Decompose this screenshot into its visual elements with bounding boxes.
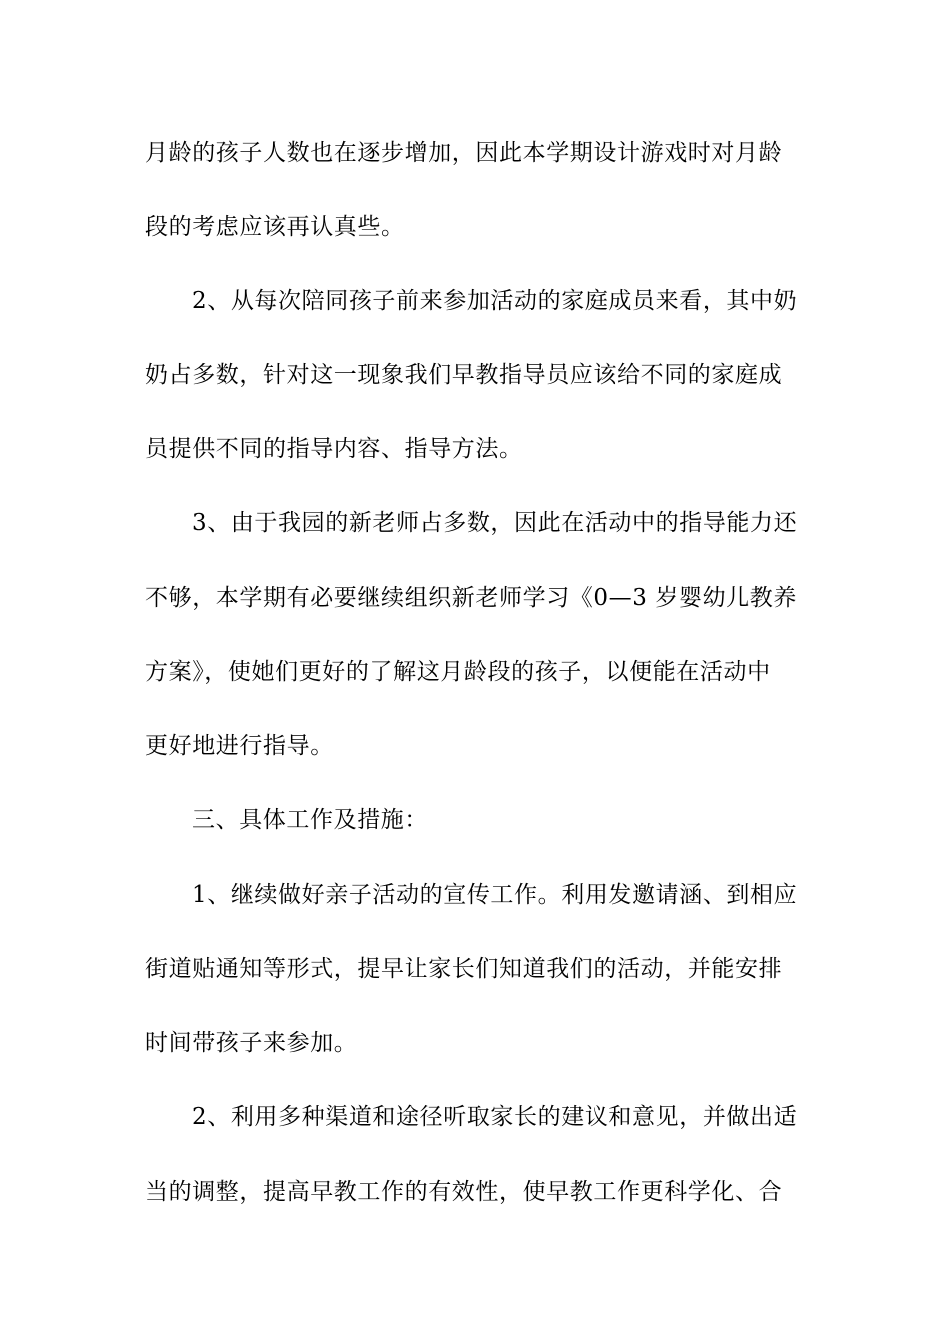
text-line: 街道贴通知等形式，提早让家长们知道我们的活动，并能安排 <box>145 956 783 982</box>
text-line: 奶占多数，针对这一现象我们早教指导员应该给不同的家庭成 <box>145 362 783 388</box>
section-heading: 三、具体工作及措施： <box>192 807 428 833</box>
text-line: 更好地进行指导。 <box>145 733 334 759</box>
text-line: 月龄的孩子人数也在逐步增加，因此本学期设计游戏时对月龄 <box>145 140 783 166</box>
paragraph-start-line: 2、从每次陪同孩子前来参加活动的家庭成员来看，其中奶 <box>192 288 798 314</box>
text-line: 时间带孩子来参加。 <box>145 1030 358 1056</box>
text-line: 当的调整，提高早教工作的有效性，使早教工作更科学化、合 <box>145 1179 783 1205</box>
text-line: 不够，本学期有必要继续组织新老师学习《0—3 岁婴幼儿教养 <box>145 585 797 611</box>
text-line: 方案》，使她们更好的了解这月龄段的孩子，以便能在活动中 <box>145 659 771 685</box>
text-line: 员提供不同的指导内容、指导方法。 <box>145 436 523 462</box>
paragraph-start-line: 3、由于我园的新老师占多数，因此在活动中的指导能力还 <box>192 510 798 536</box>
paragraph-start-line: 1、继续做好亲子活动的宣传工作。利用发邀请涵、到相应 <box>192 882 798 908</box>
text-line: 段的考虑应该再认真些。 <box>145 214 405 240</box>
paragraph-start-line: 2、利用多种渠道和途径听取家长的建议和意见，并做出适 <box>192 1104 798 1130</box>
